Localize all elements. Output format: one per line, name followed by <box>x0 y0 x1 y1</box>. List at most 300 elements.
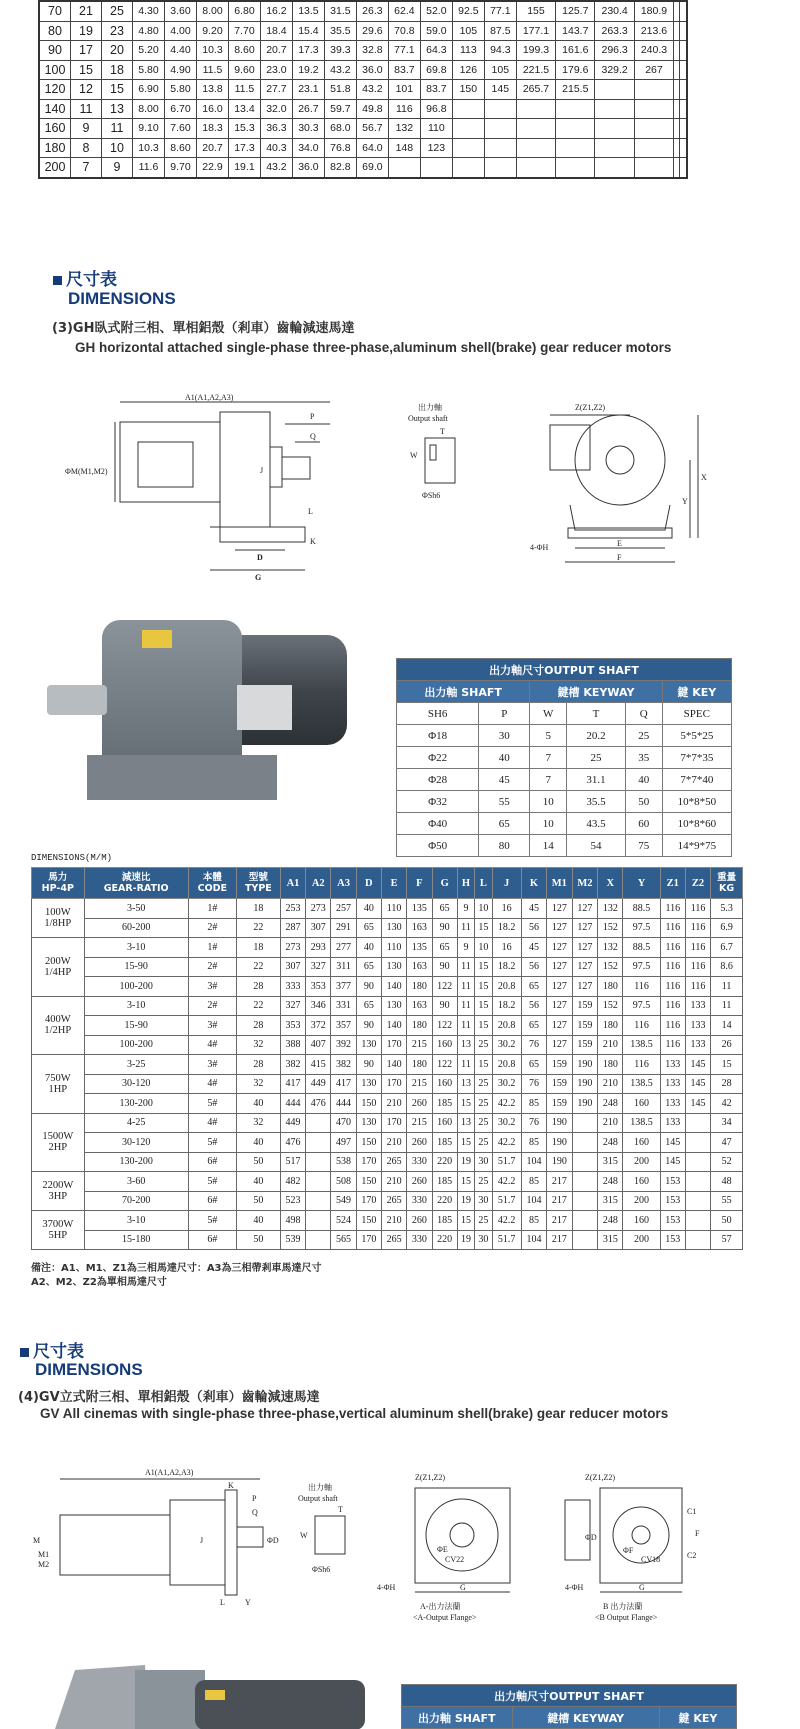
dim-cell: 116 <box>660 996 685 1016</box>
dim-header-en: J <box>504 877 510 889</box>
ratio-cell: 32.8 <box>356 41 388 61</box>
dim-cell: 145 <box>660 1152 685 1172</box>
dim-cell: 40 <box>236 1211 280 1231</box>
ratio-cell: 267 <box>634 60 673 80</box>
dim-cell: 200 <box>623 1152 660 1172</box>
dim-header-en: X <box>606 877 615 889</box>
shaft-cell: 54 <box>567 835 626 857</box>
ratio-cell: 26.7 <box>292 99 324 119</box>
gv-motor-photo <box>55 1665 375 1729</box>
dim-g-label: G <box>255 573 262 582</box>
dim-cell: 382 <box>331 1055 356 1075</box>
dim-cell: 127 <box>572 957 598 977</box>
dim-cell: 15 <box>457 1094 474 1114</box>
dim-cell: 100-200 <box>84 1035 188 1055</box>
ratio-cell: 8.60 <box>164 138 196 158</box>
dim-cell: 132 <box>598 899 623 919</box>
dim-cell: 97.5 <box>623 957 660 977</box>
dim-cell: 135 <box>407 938 432 958</box>
dim-cell: 538 <box>331 1152 356 1172</box>
dim-cell: 60-200 <box>84 918 188 938</box>
ratio-cell <box>680 1 687 21</box>
dim-header-en: Z1 <box>666 877 679 889</box>
dim-cell: 145 <box>660 1133 685 1153</box>
shaft-row <box>397 835 732 857</box>
ratio-cell: 113 <box>452 41 484 61</box>
shaft-cell: Φ40 <box>397 813 479 835</box>
shaft-cell: 14*9*75 <box>662 835 731 857</box>
dim-header-en: F <box>416 877 423 889</box>
ratio-cell: 5.80 <box>133 60 165 80</box>
shaft-cell: 75 <box>625 835 662 857</box>
dim-cell: 3-50 <box>84 899 188 919</box>
ratio-cell: 265.7 <box>516 80 555 100</box>
shaft-table-2 <box>401 1684 737 1729</box>
ratio-cell <box>680 80 687 100</box>
ratio-cell: 105 <box>484 60 516 80</box>
dim-header-en: E <box>390 877 398 889</box>
dim-cell <box>306 1152 331 1172</box>
dim-hp-cell <box>32 1211 85 1250</box>
dim-cell: 159 <box>547 1074 573 1094</box>
dim-cell: 3-60 <box>84 1172 188 1192</box>
dim-cell: 220 <box>432 1230 457 1250</box>
dim-cell: 65 <box>521 1016 546 1036</box>
ratio-cell: 125.7 <box>556 1 595 21</box>
ratio-cell: 9 <box>102 158 133 178</box>
dim-header-en: Y <box>637 877 646 889</box>
dim-cell: 40 <box>356 899 381 919</box>
dim-cell: 15 <box>457 1211 474 1231</box>
ratio-cell: 18 <box>102 60 133 80</box>
keyway-group-header: 鍵槽 KEYWAY <box>530 681 662 703</box>
dim-cell: 210 <box>381 1211 406 1231</box>
dim-cell: 10 <box>475 938 492 958</box>
dim-a-label: A1(A1,A2,A3) <box>185 393 234 402</box>
dim-cell: 15-180 <box>84 1230 188 1250</box>
dim-cell: 5.3 <box>711 899 743 919</box>
dim-cell: 260 <box>407 1172 432 1192</box>
dim-row <box>32 1152 743 1172</box>
dim-row <box>32 1035 743 1055</box>
gh-motor-photo <box>42 605 362 810</box>
ratio-cell: 18.4 <box>260 21 292 41</box>
dim-cell: 190 <box>547 1113 573 1133</box>
dim-cell: 549 <box>331 1191 356 1211</box>
ratio-cell: 43.2 <box>324 60 356 80</box>
dim-header-en: Z2 <box>691 877 705 889</box>
ratio-cell <box>595 80 634 100</box>
bullet-square-icon <box>20 1348 29 1357</box>
dim-cell: 2# <box>188 996 236 1016</box>
shaft-cell: 35.5 <box>567 791 626 813</box>
dim-cell: 159 <box>572 996 598 1016</box>
ratio-row <box>39 138 687 158</box>
ratio-cell: 90 <box>39 41 71 61</box>
dim-cell: 16 <box>492 938 521 958</box>
ratio-cell: 49.8 <box>356 99 388 119</box>
ratio-cell: 5.20 <box>133 41 165 61</box>
dim-cell: 127 <box>547 938 573 958</box>
shaft-col-header: T <box>567 703 626 725</box>
dim-col-header <box>492 868 521 899</box>
dim-cell: 16 <box>492 899 521 919</box>
dim-col-header <box>381 868 406 899</box>
dim-m-label: ΦM(M1,M2) <box>65 467 108 476</box>
dim-cell: 48 <box>711 1172 743 1192</box>
bullet-square-icon <box>53 276 62 285</box>
ratio-cell: 92.5 <box>452 1 484 21</box>
ratio-cell: 11.5 <box>228 80 260 100</box>
dim-cell: 476 <box>280 1133 305 1153</box>
dim-cell: 25 <box>475 1133 492 1153</box>
ratio-cell: 20.7 <box>196 138 228 158</box>
dim-cell: 15 <box>475 977 492 997</box>
dim-cell: 4# <box>188 1035 236 1055</box>
ratio-cell: 3.60 <box>164 1 196 21</box>
dim-cell: 28 <box>236 977 280 997</box>
dim-row <box>32 996 743 1016</box>
ratio-cell: 140 <box>39 99 71 119</box>
dim2-p-label: P <box>252 1494 257 1503</box>
ratio-cell <box>484 119 516 139</box>
ratio-cell: 10.3 <box>196 41 228 61</box>
dim-cell: 116 <box>623 1055 660 1075</box>
shaft-table-2-title: 出力軸尺寸OUTPUT SHAFT <box>402 1685 737 1707</box>
dim-cell: 248 <box>598 1172 623 1192</box>
ratio-cell: 11 <box>102 119 133 139</box>
flange-a-g-label: G <box>460 1583 466 1592</box>
dim-cell: 152 <box>598 957 623 977</box>
output-shaft-drawing-1 <box>400 400 480 510</box>
section4-subtitle-en: GV All cinemas with single-phase three-phase,vertical aluminum shell(brake) gear reducer motors <box>40 1406 669 1421</box>
shaft-cell: 10 <box>530 813 567 835</box>
ratio-cell: 43.2 <box>260 158 292 178</box>
dim-cell: 15 <box>475 1016 492 1036</box>
dim-cell: 523 <box>280 1191 305 1211</box>
dim-cell: 76 <box>521 1074 546 1094</box>
dim-cell: 25 <box>475 1211 492 1231</box>
dim-hp-line: 5HP <box>48 1230 68 1241</box>
dim-hp-cell <box>32 1172 85 1211</box>
shaft-col-header: W <box>530 703 567 725</box>
ratio-cell: 155 <box>516 1 555 21</box>
ratio-cell <box>516 119 555 139</box>
shaft-cell: 7*7*35 <box>662 747 731 769</box>
ratio-cell: 23.1 <box>292 80 324 100</box>
dim-cell: 18.2 <box>492 996 521 1016</box>
dim-cell: 65 <box>356 996 381 1016</box>
dim-cell: 11 <box>457 957 474 977</box>
shaft-cell: 25 <box>625 725 662 747</box>
ratio-table <box>38 0 688 179</box>
ratio-cell: 213.6 <box>634 21 673 41</box>
shaft-cell: 55 <box>479 791 530 813</box>
ratio-cell <box>452 99 484 119</box>
dim-cell: 253 <box>280 899 305 919</box>
dim-cell: 415 <box>306 1055 331 1075</box>
flange-b-g-label: G <box>639 1583 645 1592</box>
dim-hp-line: 2HP <box>48 1142 68 1154</box>
ratio-cell: 83.7 <box>388 60 420 80</box>
dim-header-en: CODE <box>197 883 228 894</box>
dim-cell: 10 <box>475 899 492 919</box>
dim-cell: 190 <box>547 1133 573 1153</box>
ratio-cell: 132 <box>388 119 420 139</box>
section4-subtitle-cn: (4)GV立式附三相、單相鋁殼（剎車）齒輪減速馬達 <box>18 1390 320 1405</box>
dim-header-cn: 馬力 <box>48 872 68 883</box>
dim-row <box>32 1074 743 1094</box>
dim-cell: 30-120 <box>84 1133 188 1153</box>
shaft-cell: 35 <box>625 747 662 769</box>
ratio-cell: 32.0 <box>260 99 292 119</box>
dim-cell: 265 <box>381 1191 406 1211</box>
dim-l-label: L <box>308 507 313 516</box>
dim-caption: DIMENSIONS(M/M) <box>31 853 113 863</box>
dim-hp-line: 1/8HP <box>44 918 72 929</box>
ratio-cell: 263.3 <box>595 21 634 41</box>
ratio-cell <box>634 80 673 100</box>
dim-cell: 260 <box>407 1211 432 1231</box>
dim-cell: 45 <box>521 938 546 958</box>
dim-hp-line: 1/2HP <box>44 1025 72 1037</box>
dim-cell: 449 <box>306 1074 331 1094</box>
dim-cell: 159 <box>547 1055 573 1075</box>
ratio-cell <box>634 158 673 178</box>
dim-cell: 160 <box>623 1094 660 1114</box>
ratio-cell: 20 <box>102 41 133 61</box>
ratio-cell: 105 <box>452 21 484 41</box>
dim-col-header <box>331 868 356 899</box>
dim-cell: 15 <box>475 957 492 977</box>
ratio-cell: 221.5 <box>516 60 555 80</box>
dim-cell: 25 <box>475 1074 492 1094</box>
dim-cell: 50 <box>711 1211 743 1231</box>
dim-cell: 407 <box>306 1035 331 1055</box>
flange-b-title-cn: B 出力法蘭 <box>603 1602 643 1611</box>
ratio-cell: 64.3 <box>420 41 452 61</box>
dim-cell: 65 <box>521 1055 546 1075</box>
dim-cell <box>572 1172 598 1192</box>
dim-cell: 116 <box>685 938 710 958</box>
dim-cell: 18.2 <box>492 918 521 938</box>
ratio-cell: 15.3 <box>228 119 260 139</box>
dim-header-en: M1 <box>551 877 567 889</box>
ratio-cell: 240.3 <box>634 41 673 61</box>
dim-cell: 291 <box>331 918 356 938</box>
dim-cell: 220 <box>432 1152 457 1172</box>
ratio-cell: 25 <box>102 1 133 21</box>
dim-col-header <box>280 868 305 899</box>
dim-cell: 22 <box>236 996 280 1016</box>
dim2-k-label: K <box>228 1481 234 1490</box>
dim-y-label: Y <box>682 497 688 506</box>
dim-cell: 160 <box>623 1211 660 1231</box>
flange-b-title-en: <B Output Flange> <box>595 1613 658 1622</box>
dim-col-header <box>572 868 598 899</box>
dim-cell: 42.2 <box>492 1172 521 1192</box>
dim-hp-cell <box>32 899 85 938</box>
shaft-cell: 45 <box>479 769 530 791</box>
ratio-cell: 215.5 <box>556 80 595 100</box>
flange-a-title-en: <A-Output Flange> <box>413 1613 477 1622</box>
dim-cell: 180 <box>598 1016 623 1036</box>
dim-cell: 330 <box>407 1230 432 1250</box>
ratio-cell: 4.90 <box>164 60 196 80</box>
ratio-cell: 8.60 <box>228 41 260 61</box>
dim-cell: 210 <box>381 1094 406 1114</box>
ratio-cell: 16.2 <box>260 1 292 21</box>
dim-cell: 539 <box>280 1230 305 1250</box>
dim-h-label: 4-ΦH <box>530 543 549 552</box>
dim-cell: 3-25 <box>84 1055 188 1075</box>
dim-cell <box>572 1133 598 1153</box>
dim-cell: 5# <box>188 1172 236 1192</box>
dim-cell: 133 <box>660 1055 685 1075</box>
dim-cell: 210 <box>598 1113 623 1133</box>
dim-cell: 449 <box>280 1113 305 1133</box>
ratio-cell: 145 <box>484 80 516 100</box>
dim-row <box>32 918 743 938</box>
dim-cell: 190 <box>572 1055 598 1075</box>
dim-col-header <box>598 868 623 899</box>
dim-cell: 265 <box>381 1230 406 1250</box>
dim-cell: 13 <box>457 1113 474 1133</box>
ratio-cell: 13.4 <box>228 99 260 119</box>
ratio-cell: 9 <box>71 119 102 139</box>
dim-cell: 3-10 <box>84 938 188 958</box>
ratio-row <box>39 41 687 61</box>
flange-b-f-label: ΦF <box>623 1546 634 1555</box>
dim-cell: 32 <box>236 1113 280 1133</box>
dim-cell: 5# <box>188 1094 236 1114</box>
ratio-cell: 9.20 <box>196 21 228 41</box>
dim-header-cn: 本體 <box>202 872 222 883</box>
ratio-cell: 11.6 <box>133 158 165 178</box>
dim-row <box>32 1016 743 1036</box>
dim-cell: 42.2 <box>492 1133 521 1153</box>
dim-row <box>32 977 743 997</box>
dim-cell: 277 <box>331 938 356 958</box>
dim-cell: 56 <box>521 957 546 977</box>
dim2-d-label: ΦD <box>267 1536 279 1545</box>
dim-cell: 220 <box>432 1191 457 1211</box>
dim-cell: 15-90 <box>84 1016 188 1036</box>
shaft-label-en: Output shaft <box>408 414 448 423</box>
dim-cell: 25 <box>475 1094 492 1114</box>
dim-cell: 76 <box>521 1113 546 1133</box>
dim-cell: 2# <box>188 918 236 938</box>
dim-col-header <box>407 868 432 899</box>
dim-cell: 56 <box>521 996 546 1016</box>
dim-cell: 140 <box>381 1016 406 1036</box>
shaft-cell: Φ22 <box>397 747 479 769</box>
dim-cell <box>306 1172 331 1192</box>
dim-col-header <box>623 868 660 899</box>
ratio-cell: 19.2 <box>292 60 324 80</box>
dim-cell: 116 <box>660 977 685 997</box>
dim-col-header <box>475 868 492 899</box>
dim-cell: 248 <box>598 1133 623 1153</box>
ratio-cell: 11.5 <box>196 60 228 80</box>
ratio-cell: 19.1 <box>228 158 260 178</box>
dim-cell: 130 <box>381 957 406 977</box>
dim-cell: 3-10 <box>84 1211 188 1231</box>
dim-cell: 13 <box>457 1074 474 1094</box>
dim-cell: 200 <box>623 1230 660 1250</box>
dim-cell <box>685 1191 710 1211</box>
dim-col-header <box>547 868 573 899</box>
dim-cell: 293 <box>306 938 331 958</box>
dim-cell <box>306 1191 331 1211</box>
dim-cell: 25 <box>475 1035 492 1055</box>
dim-j-label: J <box>260 466 264 475</box>
dim-header-en: KG <box>719 883 735 894</box>
ratio-cell: 15 <box>102 80 133 100</box>
dim-cell: 116 <box>660 1035 685 1055</box>
ratio-cell: 180 <box>39 138 71 158</box>
dim-cell: 417 <box>280 1074 305 1094</box>
shaft-cell: 14 <box>530 835 567 857</box>
dim-cell: 127 <box>547 1016 573 1036</box>
dim-cell: 90 <box>432 918 457 938</box>
dim-d-label: D <box>257 553 263 562</box>
dim-cell: 163 <box>407 918 432 938</box>
ratio-cell: 30.3 <box>292 119 324 139</box>
ratio-cell: 43.2 <box>356 80 388 100</box>
shaft-cell: 10*8*50 <box>662 791 731 813</box>
dim-header-en: A2 <box>311 877 325 889</box>
dim-header-en: D <box>365 877 373 889</box>
dim-cell: 30 <box>475 1191 492 1211</box>
ratio-cell <box>484 138 516 158</box>
dim-cell: 11 <box>457 1016 474 1036</box>
dim-cell: 130 <box>356 1074 381 1094</box>
ratio-cell <box>484 99 516 119</box>
dim-cell: 508 <box>331 1172 356 1192</box>
ratio-cell: 4.30 <box>133 1 165 21</box>
shaft-cell: 65 <box>479 813 530 835</box>
dim-cell: 116 <box>660 938 685 958</box>
dim-cell: 116 <box>660 957 685 977</box>
shaft-cell: 7*7*40 <box>662 769 731 791</box>
dim-cell: 6# <box>188 1191 236 1211</box>
ratio-cell: 59.7 <box>324 99 356 119</box>
dim-cell: 444 <box>331 1094 356 1114</box>
dim-hp-line: 1HP <box>48 1083 68 1095</box>
dim-header-cn: 重量 <box>717 872 737 883</box>
dim-cell: 85 <box>521 1211 546 1231</box>
dim-cell <box>572 1230 598 1250</box>
dim-cell: 5# <box>188 1133 236 1153</box>
dim-cell: 127 <box>572 977 598 997</box>
ratio-cell <box>595 119 634 139</box>
dim-col-header <box>711 868 743 899</box>
dim2-j-label: J <box>200 1536 204 1545</box>
dim-cell: 25 <box>475 1172 492 1192</box>
dim-cell: 116 <box>685 977 710 997</box>
dim-cell <box>685 1230 710 1250</box>
dim-cell: 140 <box>381 977 406 997</box>
dim-row <box>32 1133 743 1153</box>
dim-cell: 145 <box>685 1094 710 1114</box>
dim2-m-label: M <box>33 1536 41 1545</box>
flange-b-cv-label: CV18 <box>641 1555 661 1564</box>
ratio-row <box>39 80 687 100</box>
ratio-cell: 101 <box>388 80 420 100</box>
flange-b-c2-label: C2 <box>687 1551 697 1560</box>
dim-cell: 127 <box>572 938 598 958</box>
